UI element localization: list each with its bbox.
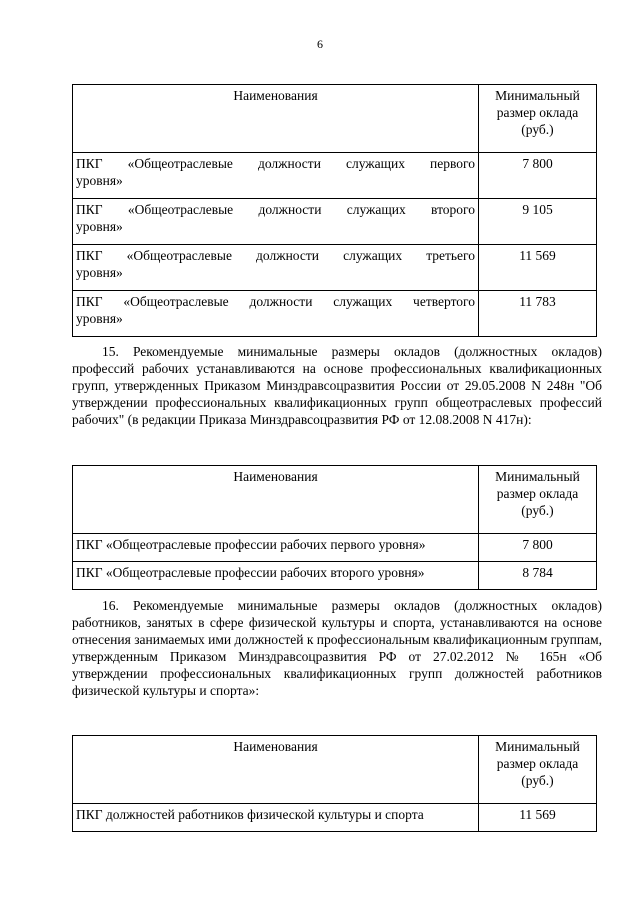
row-name-line: уровня» [76,311,123,326]
row-name: ПКГ «Общеотраслевые профессии рабочих второго уровня» [73,562,479,590]
row-name-line: уровня» [76,265,123,280]
row-name [73,153,479,199]
column-header-min-salary [479,466,597,534]
row-value: 11 569 [479,245,597,291]
table-row [73,804,597,832]
page-number: 6 [317,37,323,51]
paragraph-16-text: 16. Рекомендуемые минимальные размеры окладов (должностных окладов) работников, занятых в сфере физической культуры и спорта, устанавливаются на основе отнесения занимаемых ими должностей к профессиональным квалификационным группам, утвержденным Приказом Минздравсоцразвития РФ от 27.02.2012 № 165н «Об утверждении профессиональных квалификационных групп должностей работников физической культуры и спорта»: [72,598,602,698]
salary-table-workers [72,465,597,590]
row-name: ПКГ должностей работников физической культуры и спорта [73,804,479,832]
salary-table-sport [72,735,597,832]
row-name-line: уровня» [76,219,123,234]
min-salary-header-line: (руб.) [521,503,554,518]
row-value: 7 800 [479,534,597,562]
row-name-line: ПКГ «Общеотраслевые должности служащих четвертого [76,294,475,309]
column-header-min-salary [479,736,597,804]
row-value: 11 783 [479,291,597,337]
row-value: 8 784 [479,562,597,590]
table-row [73,291,597,337]
min-salary-header-line: Минимальный [495,88,580,103]
row-name [73,245,479,291]
row-value: 7 800 [479,153,597,199]
row-name [73,199,479,245]
column-header-name: Наименования [73,466,479,534]
table-row [73,199,597,245]
table-header-row [73,85,597,153]
table-row [73,245,597,291]
min-salary-header-line: размер оклада [496,756,579,771]
row-name-line: уровня» [76,173,123,188]
min-salary-header-line: (руб.) [521,773,554,788]
min-salary-header-line: (руб.) [521,122,554,137]
salary-table-employees [72,84,597,337]
min-salary-header-line: Минимальный [495,469,580,484]
paragraph-16 [72,597,602,699]
row-name-line: ПКГ «Общеотраслевые должности служащих второго [76,202,475,217]
min-salary-header-line: Минимальный [495,739,580,754]
paragraph-15 [72,343,602,428]
row-name: ПКГ «Общеотраслевые профессии рабочих первого уровня» [73,534,479,562]
min-salary-header-line: размер оклада [496,105,579,120]
table-row [73,534,597,562]
row-name-line: ПКГ «Общеотраслевые должности служащих первого [76,156,475,171]
row-value: 11 569 [479,804,597,832]
paragraph-15-text: 15. Рекомендуемые минимальные размеры окладов (должностных окладов) профессий рабочих устанавливаются на основе профессиональных квалификационных групп, утвержденных Приказом Минздравсоцразвития России от 29.05.2008 N 248н "Об утверждении профессиональных квалификационных групп общеотраслевых профессий рабочих" (в редакции Приказа Минздравсоцразвития РФ от 12.08.2008 N 417н): [72,344,602,427]
column-header-min-salary [479,85,597,153]
table-header-row [73,466,597,534]
column-header-name: Наименования [73,85,479,153]
table-header-row [73,736,597,804]
column-header-name: Наименования [73,736,479,804]
row-name [73,291,479,337]
row-name-line: ПКГ «Общеотраслевые должности служащих третьего [76,248,475,263]
table-row [73,562,597,590]
min-salary-header-line: размер оклада [496,486,579,501]
row-value: 9 105 [479,199,597,245]
table-row [73,153,597,199]
